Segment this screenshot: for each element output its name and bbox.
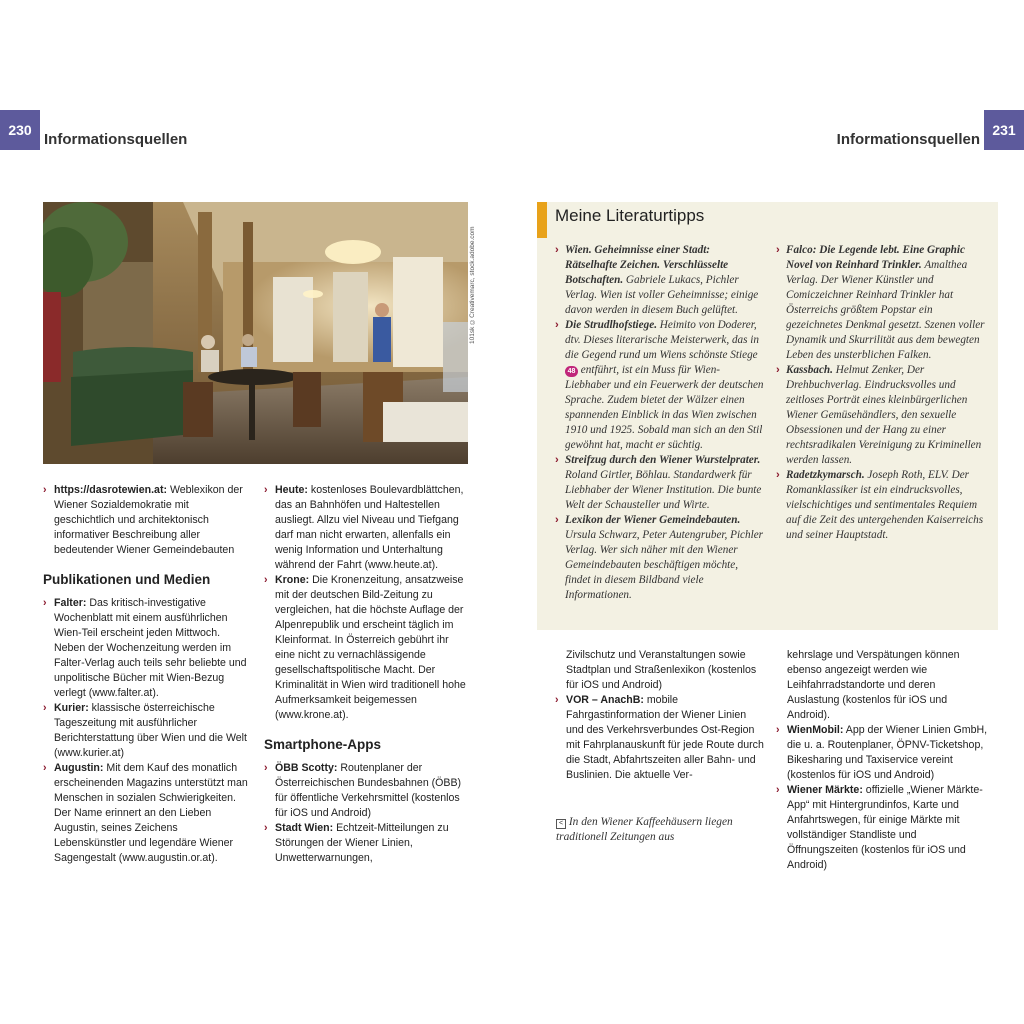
book-title: Kassbach. <box>786 364 833 376</box>
book-title: Radetzkymarsch. <box>786 469 865 481</box>
entry-label: Stadt Wien: <box>275 822 334 834</box>
entry-label: Augustin: <box>54 762 104 774</box>
entry-text: Mit dem Kauf des monatlich erscheinenden Magazins unterstützt man Menschen in sozialen Schwierigkeiten. Der Name erinnert an den Lieben Augustin, seines Zeichens Lebenskünstler und legendäre Wiener Sagengestalt (www.augustin.or.at). <box>54 762 248 864</box>
photo-caption <box>556 815 776 845</box>
list-item <box>776 363 986 468</box>
continued-text: kehrslage und Verspätungen können ebenso angezeigt werden wie Leihfahrradstandorte und deren Auslastung (kostenlos für iOS und Android). <box>787 649 960 721</box>
list-item <box>776 243 986 363</box>
literature-box-title: Meine Literaturtipps <box>555 206 705 225</box>
arrow-icon: › <box>555 244 559 256</box>
right-column-2 <box>776 648 988 873</box>
list-item <box>776 783 988 873</box>
book-text: entführt, ist ein Muss für Wien-Liebhaber und ein Feuerwerk der deutschen Sprache. Zudem bietet der Wälzer einen spannenden Einblick in das Wien zwischen 1910 und 1925. Sobald man sich an den Stil gewöhnt hat, macht er süchtig. <box>565 364 764 451</box>
entry-label: Kurier: <box>54 702 89 714</box>
left-column-2 <box>264 483 470 866</box>
page-number-left: 230 <box>0 110 40 150</box>
map-reference-badge: 48 <box>565 366 578 377</box>
entry-text: mobile Fahrgastinformation der Wiener Linien und des Verkehrsverbundes Ost-Region mit Fahrplanauskunft für jede Route durch die Stadt, Abfahrtszeiten aller Bahn- und Buslinien. Die aktuelle Ver- <box>566 694 764 781</box>
literature-column-1 <box>555 243 765 603</box>
book-text: Amalthea Verlag. Der Wiener Künstler und Comiczeichner Reinhard Trinkler hat Österreichs größtem Popstar ein gezeichnetes Denkmal gesetzt. Szenen voller Dynamik und Skurrilität aus dem bewegten Leben des unsterblichen Falken. <box>786 259 985 361</box>
arrow-icon: › <box>43 484 47 496</box>
arrow-icon: › <box>776 364 780 376</box>
arrow-icon: › <box>43 702 47 714</box>
list-item <box>43 596 251 701</box>
entry-label[interactable]: https://dasrotewien.at: <box>54 484 168 496</box>
entry-label: Heute: <box>275 484 308 496</box>
entry-text: Die Kronenzeitung, ansatzweise mit der deutschen Bild-Zeitung zu vergleichen, hat die höchste Auflage der Alpenrepublik und erscheint täglich im Kleinformat. In Österreich gebührt ihr eine nicht zu vernachlässigende gesellschaftspolitische Macht. Der Kriminalität in Wien wird traditionell hohe Aufmerksamkeit beigemessen (www.krone.at). <box>275 574 466 721</box>
list-item <box>555 693 765 783</box>
book-title: Streifzug durch den Wiener Wurstelprater. <box>565 454 761 466</box>
arrow-icon: › <box>264 484 268 496</box>
book-text: Joseph Roth, ELV. Der Romanklassiker ist ein eindrucksvolles, vielschichtiges und sentimentales Requiem auf die Zeit des untergehenden Kaiserreichs und seiner Hauptstadt. <box>786 469 984 541</box>
book-text: Heimito von Doderer, dtv. Dieses literarische Meisterwerk, das in die Gegend rund um Wiens schönste Stiege <box>565 319 759 361</box>
section-heading-publications: Publikationen und Medien <box>43 572 211 587</box>
list-item <box>264 761 470 821</box>
arrow-icon: › <box>555 514 559 526</box>
arrow-icon: › <box>555 454 559 466</box>
book-text: Roland Girtler, Böhlau. Standardwerk für Liebhaber der Wiener Institution. Die bunte Welt der Schausteller und Wirte. <box>565 469 762 511</box>
list-item <box>555 318 765 453</box>
entry-text: offizielle „Wiener Märkte-App“ mit Hintergrundinfos, Karte und Anfahrtswegen, für einige Märkte mit vollständiger Standliste und Öffnungszeiten (kostenlos für iOS und Android) <box>787 784 983 871</box>
arrow-icon: › <box>555 694 559 706</box>
arrow-icon: › <box>776 784 780 796</box>
entry-text: App der Wiener Linien GmbH, die u. a. Routenplaner, ÖPNV-Ticketshop, Bikesharing und Taxiservice vereint (kostenlos für iOS und Android) <box>787 724 988 781</box>
entry-label: Falter: <box>54 597 87 609</box>
list-item <box>555 243 765 318</box>
entry-label: Krone: <box>275 574 310 586</box>
book-title: Lexikon der Wiener Gemeindebauten. <box>565 514 741 526</box>
entry-label: VOR – AnachB: <box>566 694 644 706</box>
page-header-title-right: Informationsquellen <box>836 131 980 148</box>
list-item <box>43 483 251 558</box>
arrow-icon: › <box>43 762 47 774</box>
section-heading-apps: Smartphone-Apps <box>264 737 382 752</box>
caption-text: In den Wiener Kaffeehäusern liegen traditionell Zeitungen aus <box>556 816 733 843</box>
list-item <box>776 723 988 783</box>
book-text: Gabriele Lukacs, Pichler Verlag. Wien ist voller Geheimnisse; einige davon werden in diesem Buch gelüftet. <box>565 274 759 316</box>
list-item <box>43 701 251 761</box>
right-column-1 <box>555 648 765 783</box>
entry-text: Echtzeit-Mitteilungen zu Störungen der Wiener Linien, Unwetterwarnungen, <box>275 822 449 864</box>
list-item <box>555 453 765 513</box>
arrow-icon: › <box>776 469 780 481</box>
left-column-1 <box>43 483 251 866</box>
book-title: Falco: Die Legende lebt. Eine Graphic Novel von Reinhard Trinkler. <box>786 244 965 271</box>
literature-box-accent-bar <box>537 202 547 238</box>
continued-text: Zivilschutz und Veranstaltungen sowie Stadtplan und Straßenlexikon (kostenlos für iOS und Android) <box>566 649 757 691</box>
list-item <box>776 468 986 543</box>
entry-text: Routenplaner der Österreichischen Bundesbahnen (ÖBB) für öffentliche Verkehrsmittel (kostenlos für iOS und Android) <box>275 762 462 819</box>
book-title: Die Strudlhofstiege. <box>565 319 657 331</box>
entry-text: Weblexikon der Wiener Sozialdemokratie mit geschichtlich und architektonisch informativer Beschreibung aller bedeutender Wiener Gemeindebauten <box>54 484 243 556</box>
book-title: Wien. Geheimnisse einer Stadt: Rätselhafte Zeichen. Verschlüsselte Botschaften. <box>565 244 729 286</box>
entry-label: ÖBB Scotty: <box>275 762 338 774</box>
entry-label: WienMobil: <box>787 724 844 736</box>
arrow-icon: › <box>555 319 559 331</box>
arrow-icon: › <box>264 762 268 774</box>
list-item <box>43 761 251 866</box>
entry-text: klassische österreichische Tageszeitung mit ausführlicher Berichterstattung über Wien und die Welt (www.kurier.at) <box>54 702 247 759</box>
photo-credit: 101sk ©Creativemarc, stock.adobe.com <box>469 226 476 344</box>
coffeehouse-photo <box>43 202 468 464</box>
list-item <box>264 483 470 573</box>
arrow-icon: › <box>776 724 780 736</box>
list-item <box>264 573 470 723</box>
entry-text: kostenloses Boulevardblättchen, das an Bahnhöfen und Haltestellen ausliegt. Allzu viel Niveau und Tiefgang darf man nicht erwarten, allenfalls ein wenig Information und Unterhaltung während der Fahrt (www.heute.at). <box>275 484 464 571</box>
arrow-icon: › <box>776 244 780 256</box>
arrow-icon: › <box>264 574 268 586</box>
list-item <box>555 513 765 603</box>
book-text: Helmut Zenker, Der Drehbuchverlag. Eindrucksvolles und zeitloses Porträt eines kleinbürgerlichen Wiener Gemüsehändlers, den sexuelle Obsessionen und der Hang zu einer rechtsradikalen Vereinigung zu Kriminellen werden lassen. <box>786 364 982 466</box>
entry-label: Wiener Märkte: <box>787 784 863 796</box>
literature-column-2 <box>776 243 986 543</box>
caption-arrow-icon: < <box>556 819 566 829</box>
arrow-icon: › <box>43 597 47 609</box>
entry-text: Das kritisch-investigative Wochenblatt mit einem ausführlichen Wien-Teil erscheint jeden Mittwoch. Neben der Wochenzeitung werden im Falter-Verlag auch teils sehr beliebte und unpolitische Bücher mit Wien-Bezug verlegt (www.falter.at). <box>54 597 247 699</box>
page-number-right: 231 <box>984 110 1024 150</box>
book-text: Ursula Schwarz, Peter Autengruber, Pichler Verlag. Wer sich näher mit den Wiener Gemeindebauten beschäftigen möchte, findet in diesem Bildband viele Informationen. <box>565 529 764 601</box>
page-header-title-left: Informationsquellen <box>44 131 188 148</box>
list-item <box>264 821 470 866</box>
arrow-icon: › <box>264 822 268 834</box>
